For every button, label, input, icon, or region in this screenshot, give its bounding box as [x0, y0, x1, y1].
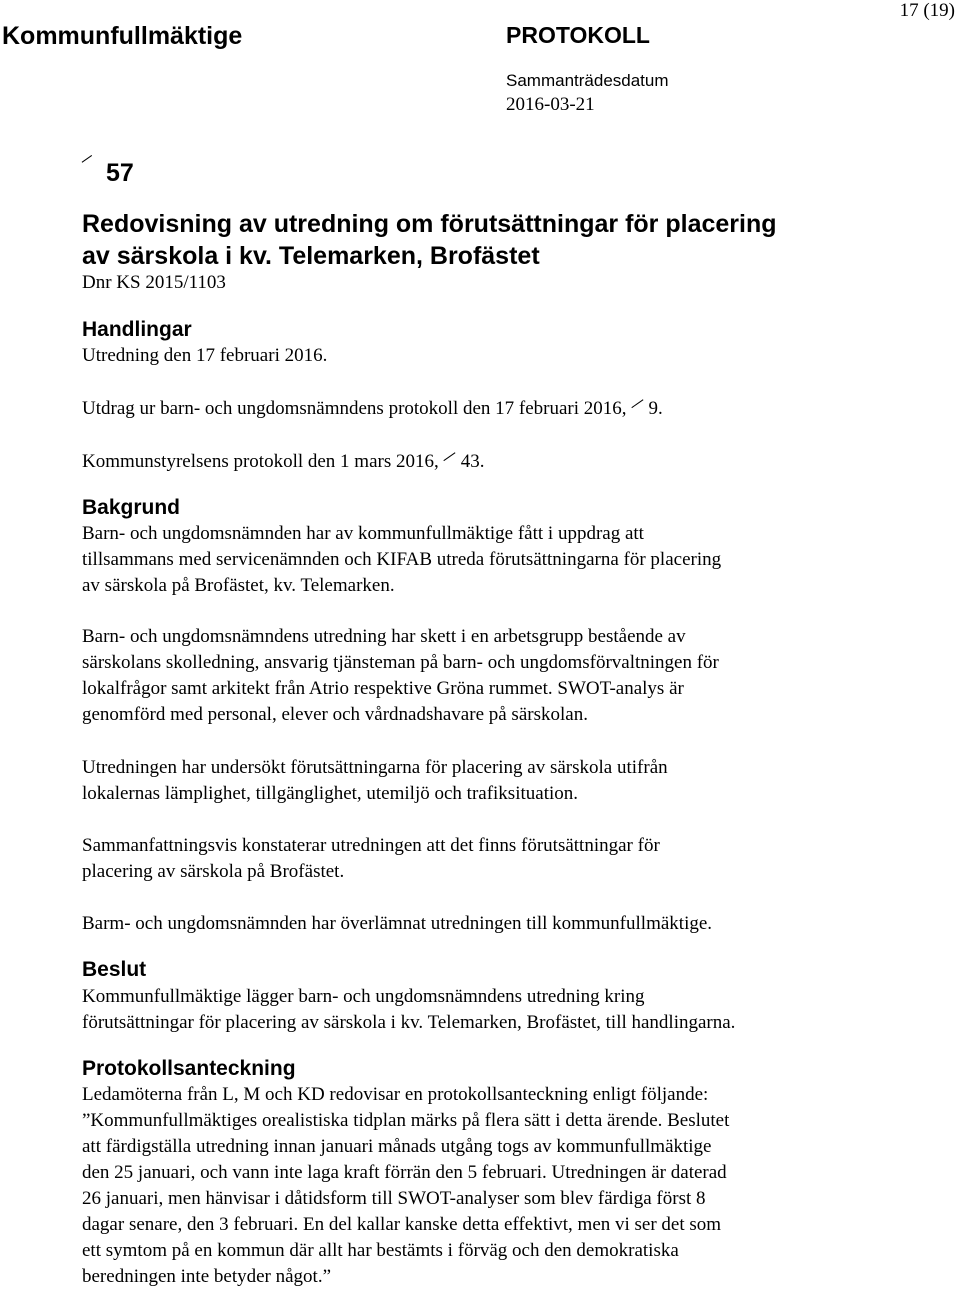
protokollsanteckning-heading: Protokollsanteckning [82, 1057, 296, 1080]
text-line: förutsättningar för placering av särskola i kv. Telemarken, Brofästet, till handlingarna. [82, 1012, 736, 1033]
handlingar-item-ref: 9. [648, 398, 663, 419]
section-ref-icon [631, 399, 644, 409]
text-line: ett symtom på en kommun där allt har bestämts i förväg och den demokratiska [82, 1240, 679, 1261]
handlingar-item-text: Kommunstyrelsens protokoll den 1 mars 2016, [82, 451, 439, 472]
header-date-label: Sammanträdesdatum [506, 71, 669, 90]
bakgrund-paragraph [82, 521, 882, 599]
bakgrund-paragraph [82, 911, 882, 937]
handlingar-item: Utredning den 17 februari 2016. [82, 345, 328, 366]
text-line: den 25 januari, och vann inte laga kraft förrän den 5 februari. Utredningen är daterad [82, 1162, 727, 1183]
handlingar-heading: Handlingar [82, 318, 192, 341]
text-line: ”Kommunfullmäktiges orealistiska tidplan märks på flera sätt i detta ärende. Beslutet [82, 1110, 730, 1131]
page-number: 17 (19) [899, 0, 955, 21]
text-line: genomförd med personal, elever och vårdnadshavare på särskolan. [82, 704, 588, 725]
dnr: Dnr KS 2015/1103 [82, 272, 226, 293]
text-line: dagar senare, den 3 februari. En del kallar kanske detta effektivt, men vi ser det som [82, 1214, 722, 1235]
text-line: tillsammans med servicenämnden och KIFAB utreda förutsättningarna för placering [82, 549, 722, 570]
text-line: placering av särskola på Brofästet. [82, 861, 345, 882]
beslut-paragraph [82, 984, 902, 1036]
bakgrund-heading: Bakgrund [82, 496, 181, 519]
text-line: Barm- och ungdomsnämnden har överlämnat utredningen till kommunfullmäktige. [82, 913, 713, 934]
handlingar-item-ref: 43. [460, 451, 485, 472]
section-title [82, 208, 922, 272]
bakgrund-paragraph [82, 755, 882, 807]
text-line: Sammanfattningsvis konstaterar utredningen att det finns förutsättningar för [82, 835, 660, 856]
text-line: lokalfrågor samt arkitekt från Atrio respektive Gröna rummet. SWOT-analys är [82, 678, 684, 699]
text-line: Ledamöterna från L, M och KD redovisar en protokollsanteckning enligt följande: [82, 1084, 709, 1105]
section-ref-icon [443, 452, 456, 462]
section-sign-icon [82, 155, 95, 166]
bakgrund-paragraph [82, 833, 882, 885]
text-line: särskolans skolledning, ansvarig tjänsteman på barn- och ungdomsförvaltningen för [82, 652, 719, 673]
beslut-heading: Beslut [82, 958, 147, 981]
text-line: beredningen inte betyder något.” [82, 1266, 332, 1287]
text-line: lokalernas lämplighet, tillgänglighet, utemiljö och trafiksituation. [82, 783, 579, 804]
header-date: 2016-03-21 [506, 94, 595, 115]
bakgrund-paragraph [82, 624, 882, 728]
text-line: Utredningen har undersökt förutsättningarna för placering av särskola utifrån [82, 757, 668, 778]
text-line: Kommunfullmäktige lägger barn- och ungdomsnämndens utredning kring [82, 986, 645, 1007]
text-line: av särskola på Brofästet, kv. Telemarken. [82, 575, 395, 596]
text-line: Barn- och ungdomsnämnden har av kommunfullmäktige fått i uppdrag att [82, 523, 644, 544]
section-number [82, 158, 134, 188]
header-doc-type: PROTOKOLL [506, 22, 650, 48]
handlingar-item [82, 396, 882, 422]
header-org: Kommunfullmäktige [2, 22, 243, 50]
section-title-line: av särskola i kv. Telemarken, Brofästet [82, 242, 540, 270]
protokollsanteckning-paragraph [82, 1082, 902, 1290]
text-line: att färdigställa utredning innan januari månads utgång togs av kommunfullmäktige [82, 1136, 712, 1157]
section-number-text: 57 [106, 159, 134, 187]
handlingar-item [82, 449, 882, 475]
text-line: Barn- och ungdomsnämndens utredning har skett i en arbetsgrupp bestående av [82, 626, 686, 647]
text-line: 26 januari, men hänvisar i dåtidsform till SWOT-analyser som blev färdiga först 8 [82, 1188, 706, 1209]
handlingar-item-text: Utdrag ur barn- och ungdomsnämndens protokoll den 17 februari 2016, [82, 398, 627, 419]
section-title-line: Redovisning av utredning om förutsättningar för placering [82, 210, 777, 238]
